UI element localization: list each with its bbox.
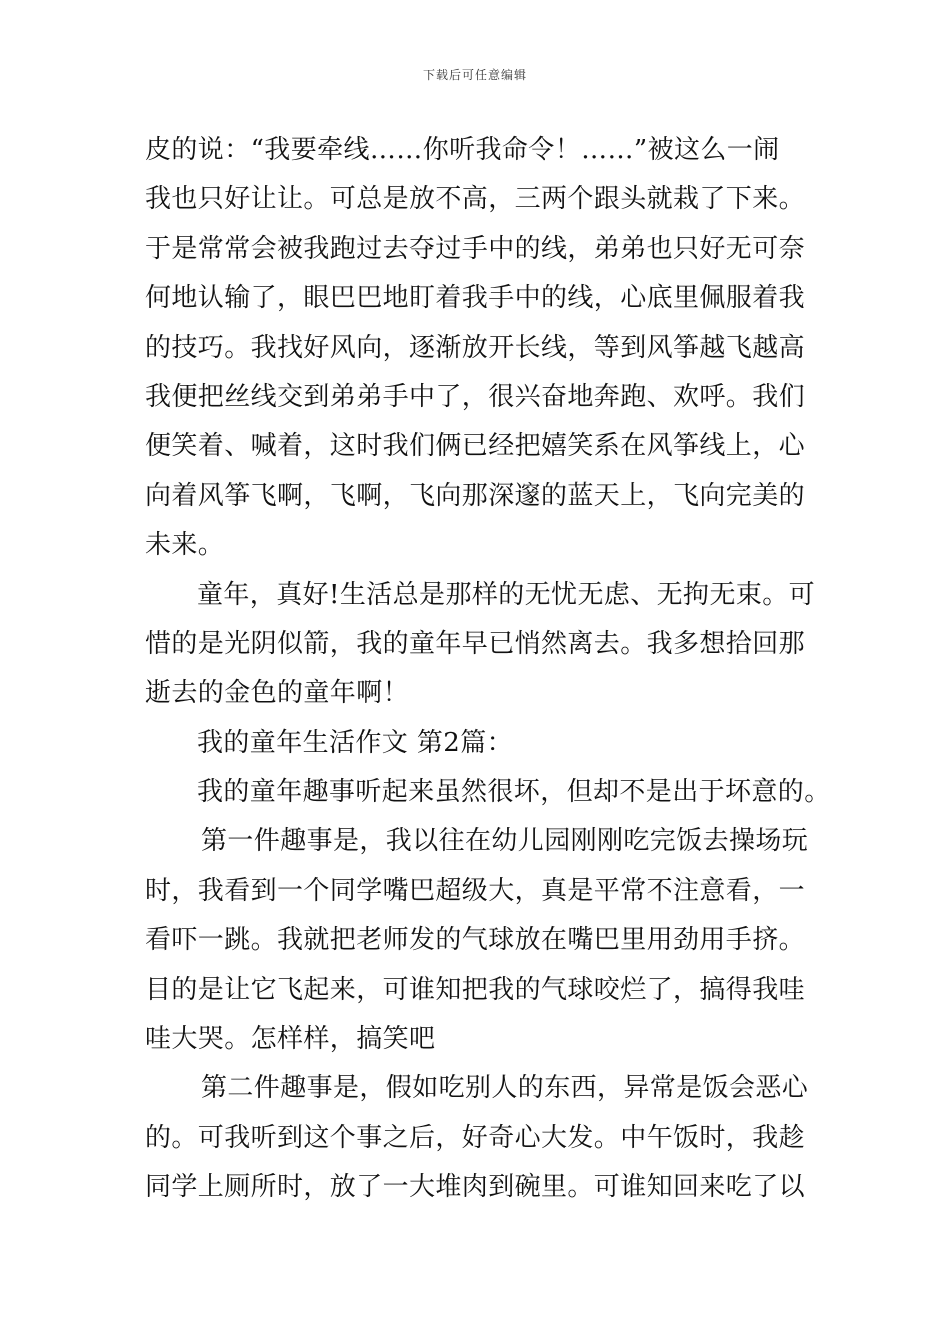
paragraph-start-line: 童年，真好!生活总是那样的无忧无虑、无拘无束。可 [197,579,816,610]
text-line: 于是常常会被我跑过去夺过手中的线，弟弟也只好无可奈 [145,233,806,264]
text-line: 同学上厕所时，放了一大堆肉到碗里。可谁知回来吃了以 [145,1172,806,1203]
paragraph-start-line: 第二件趣事是，假如吃别人的东西，异常是饭会恶心 [201,1073,809,1104]
text-line: 我也只好让让。可总是放不高，三两个跟头就栽了下来。 [145,184,806,215]
text-line: 何地认输了，眼巴巴地盯着我手中的线，心底里佩服着我 [145,283,806,314]
text-line: 未来。 [145,530,225,561]
document-body [145,126,831,1213]
page-header-note: 下载后可任意编辑 [422,68,527,82]
text-line: 我便把丝线交到弟弟手中了，很兴奋地奔跑、欢呼。我们 [145,381,806,412]
text-line: 便笑着、喊着，这时我们俩已经把嬉笑系在风筝线上，心 [145,431,806,462]
text-line: 目的是让它飞起来，可谁知把我的气球咬烂了，搞得我哇 [145,974,806,1005]
paragraph-start-line: 我的童年趣事听起来虽然很坏，但却不是出于坏意的。 [197,777,831,808]
text-line: 皮的说：“我要牵线……你听我命令！……”被这么一闹 [145,135,780,165]
text-line: 时，我看到一个同学嘴巴超级大，真是平常不注意看，一 [145,875,806,906]
text-line: 向着风筝飞啊，飞啊，飞向那深邃的蓝天上，飞向完美的 [145,480,806,511]
section-heading: 我的童年生活作文 第2篇： [197,727,514,758]
text-line: 看吓一跳。我就把老师发的气球放在嘴巴里用劲用手挤。 [145,925,806,956]
text-line: 的。可我听到这个事之后，好奇心大发。中午饭时，我趁 [145,1122,806,1153]
text-line: 逝去的金色的童年啊！ [145,678,410,709]
text-line: 的技巧。我找好风向，逐渐放开长线，等到风筝越飞越高 [145,332,806,363]
paragraph-start-line: 第一件趣事是，我以往在幼儿园刚刚吃完饭去操场玩 [201,826,809,857]
text-line: 哇大哭。怎样样，搞笑吧 [145,1024,436,1055]
text-line: 惜的是光阴似箭，我的童年早已悄然离去。我多想拾回那 [145,628,806,659]
